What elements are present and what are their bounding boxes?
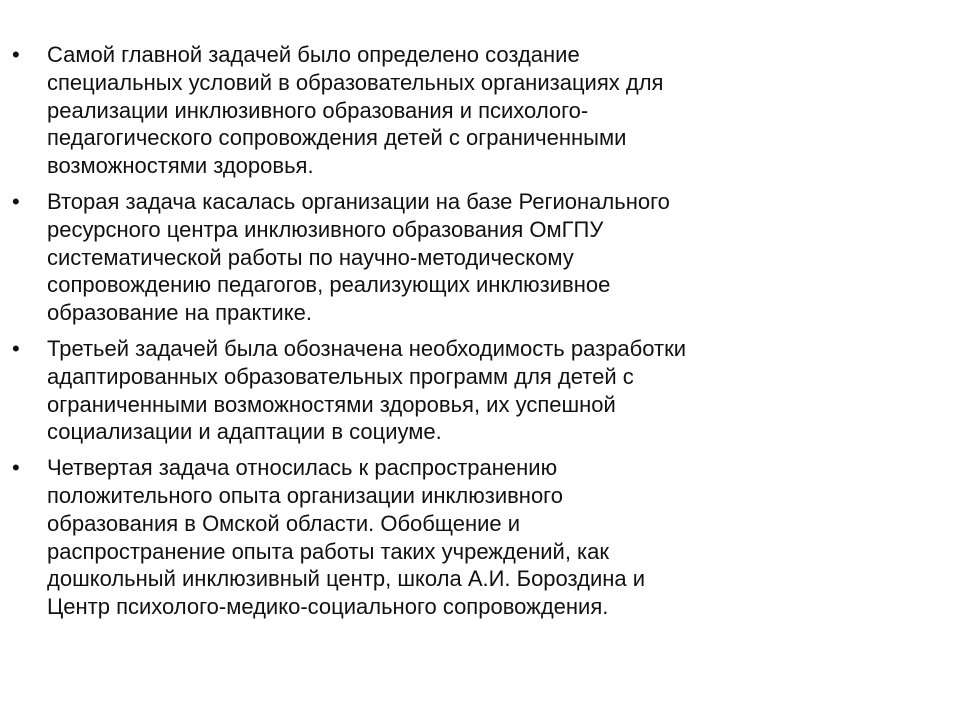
bullet-line: распространение опыта работы таких учреждений, как: [47, 538, 610, 564]
bullet-line: Самой главной задачей было определено создание: [47, 42, 580, 67]
bullet-item-4: [0, 454, 930, 621]
bullet-marker: [12, 188, 20, 216]
bullet-line: Центр психолого-медико-социального сопровождения.: [47, 594, 609, 620]
bullet-line: ресурсного центра инклюзивного образования ОмГПУ: [47, 216, 604, 242]
bullet-line: социализации и адаптации в социуме.: [47, 419, 442, 445]
bullet-line: возможностями здоровья.: [47, 153, 314, 179]
bullet-line: систематической работы по научно-методическому: [47, 244, 574, 270]
bullet-line: реализации инклюзивного образования и психолого-: [47, 97, 589, 123]
bullet-item-1: [0, 41, 930, 180]
bullet-item-2: [0, 188, 930, 327]
bullet-line: адаптированных образовательных программ для детей с: [47, 363, 634, 389]
bullet-line: Третьей задачей была обозначена необходимость разработки: [47, 335, 686, 361]
bullet-item-3: [0, 335, 930, 446]
bullet-line: ограниченными возможностями здоровья, их успешной: [47, 391, 616, 417]
bullet-line: педагогического сопровождения детей с ограниченными: [47, 125, 627, 151]
bullet-line: положительного опыта организации инклюзивного: [47, 482, 563, 508]
bullet-line: образования в Омской области. Обобщение и: [47, 510, 521, 536]
bullet-line: дошкольный инклюзивный центр, школа А.И. Бороздина и: [47, 566, 646, 592]
bullet-line: сопровождению педагогов, реализующих инклюзивное: [47, 272, 611, 298]
bullet-line: специальных условий в образовательных организациях для: [47, 69, 664, 95]
bullet-line: Четвертая задача относилась к распространению: [47, 455, 558, 481]
bullet-marker: [12, 41, 20, 69]
bullet-list: [0, 41, 930, 629]
bullet-marker: [12, 335, 20, 363]
bullet-marker: [12, 454, 20, 482]
bullet-line: образование на практике.: [47, 300, 312, 326]
bullet-line: Вторая задача касалась организации на базе Регионального: [47, 188, 670, 214]
